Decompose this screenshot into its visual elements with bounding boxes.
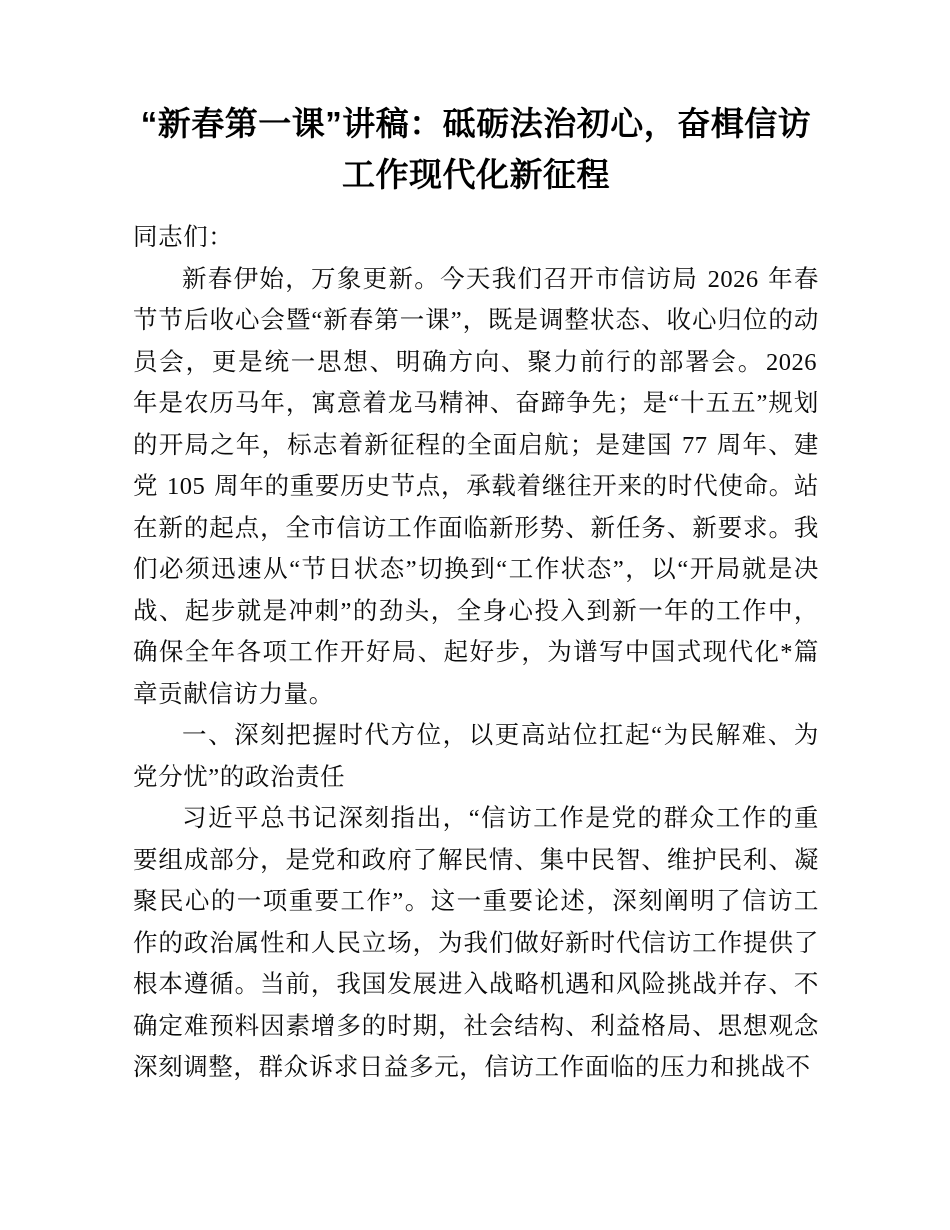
- document-content: [133, 0, 819, 1089]
- page-title: “新春第一课”讲稿：砥砺法治初心，奋楫信访工作现代化新征程: [140, 105, 812, 193]
- salutation: 同志们：: [133, 224, 234, 251]
- section-heading-one: 一、深刻把握时代方位，以更高站位扛起“为民解难、为党分忧”的政治责任: [133, 722, 819, 791]
- paragraph-opening: 新春伊始，万象更新。今天我们召开市信访局 2026 年春节节后收心会暨“新春第一课”，既是调整状态、收心归位的动员会，更是统一思想、明确方向、聚力前行的部署会。2026 年是农历马年，寓意着龙马精神、奋蹄争先；是“十五五”规划的开局之年，标志着新征程的全面启航；是建国 77 周年、建党 105 周年的重要历史节点，承载着继往开来的时代使命。站在新的起点，全市信访工作面临新形势、新任务、新要求。我们必须迅速从“节日状态”切换到“工作状态”，以“开局就是决战、起步就是冲刺”的劲头，全身心投入到新一年的工作中，确保全年各项工作开好局、起好步，为谱写中国式现代化*篇章贡献信访力量。: [133, 265, 820, 708]
- paragraph-section-one-body: 习近平总书记深刻指出，“信访工作是党的群众工作的重要组成部分，是党和政府了解民情、集中民智、维护民利、凝聚民心的一项重要工作”。这一重要论述，深刻阐明了信访工作的政治属性和人民立场，为我们做好新时代信访工作提供了根本遵循。当前，我国发展进入战略机遇和风险挑战并存、不确定难预料因素增多的时期，社会结构、利益格局、思想观念深刻调整，群众诉求日益多元，信访工作面临的压力和挑战不: [133, 805, 819, 1081]
